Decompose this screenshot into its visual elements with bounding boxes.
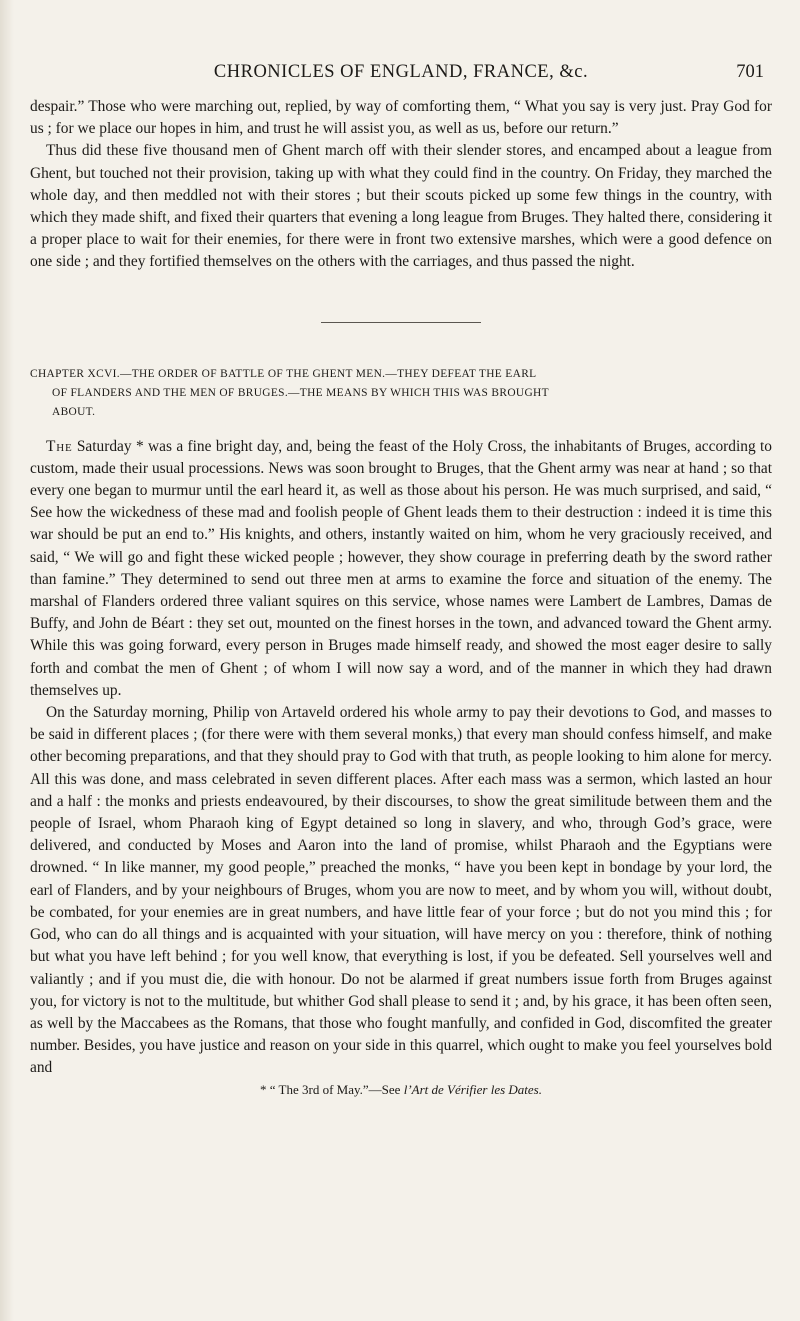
page-header xyxy=(30,40,772,82)
footnote-text: * “ The 3rd of May.”—See xyxy=(260,1081,404,1097)
paragraph-saturday xyxy=(30,436,772,702)
section-divider xyxy=(321,322,481,323)
page-number: 701 xyxy=(736,62,764,82)
opening-word: The xyxy=(46,437,73,455)
footnote-source: l’Art de Vérifier les Dates. xyxy=(403,1081,542,1097)
paragraph-march: Thus did these five thousand men of Ghent march off with their slender stores, and encamped about a league from Ghent, but touched not their provision, taking up with what they could find in the country. On Friday, they marched the whole day, and then meddled not with their stores ; but their scouts picked up some few things in the country, with which they made shift, and fixed their quarters that evening a long league from Bruges. They halted there, considering it a proper place to wait for their enemies, for there were in front two extensive marshes, which were a good defence on one side ; and they fortified themselves on the others with the carriages, and thus passed the night. xyxy=(30,142,772,271)
paragraph-saturday-text: Saturday * was a fine bright day, and, being the feast of the Holy Cross, the inhabitants of Bruges, according to custom, made their usual processions. News was soon brought to Bruges, that the Ghent army was near at hand ; so that every one began to murmur until the earl heard it, as well as those about his person. He was much surprised, and said, “ See how the wickedness of these mad and foolish people of Ghent leads them to their destruction : indeed it is time this war should be put an end to.” His knights, and others, instantly waited on him, whom he very graciously received, and said, “ We will go and fight these wicked people ; however, they show courage in preferring death by the sword rather than famine.” They determined to send out three men at arms to examine the force and situation of the enemy. The marshal of Flanders ordered three valiant squires on this service, whose names were Lambert de Lambres, Damas de Buffy, and John de Béart : they set out, mounted on the finest horses in the town, and advanced toward the Ghent army. While this was going forward, every person in Bruges made himself ready, and showed the most eager desire to sally forth and combat the men of Ghent ; of whom I will now say a word, and of the manner in which they had drawn themselves up. xyxy=(30,437,772,699)
running-head: CHRONICLES OF ENGLAND, FRANCE, &c. xyxy=(213,62,589,82)
chapter-heading-line-1: CHAPTER XCVI.—THE ORDER OF BATTLE OF THE GHENT MEN.—THEY DEFEAT THE EARL xyxy=(30,367,537,380)
chapter-heading xyxy=(30,365,772,422)
chapter-heading-line-3: ABOUT. xyxy=(52,405,96,418)
paragraph-continuation: despair.” Those who were marching out, replied, by way of comforting them, “ What you say is very just. Pray God for us ; for we place our hopes in him, and trust he will assist you, as well as us, before our return.” xyxy=(30,98,772,138)
paragraph-devotions: On the Saturday morning, Philip von Artaveld ordered his whole army to pay their devotions to God, and masses to be said in different places ; (for there were with them several monks,) that every man should confess himself, and make other becoming preparations, and that they should pray to God with that truth, as people looking to him alone for mercy. All this was done, and mass celebrated in seven different places. After each mass was a sermon, which lasted an hour and a half : the monks and priests endeavoured, by their discourses, to show the great similitude between them and the people of Israel, whom Pharaoh king of Egypt detained so long in slavery, and who, through God’s grace, were delivered, and conducted by Moses and Aaron into the land of promise, whilst Pharaoh and the Egyptians were drowned. “ In like manner, my good people,” preached the monks, “ have you been kept in bondage by your lord, the earl of Flanders, and by your neighbours of Bruges, whom you are now to meet, and by whom you will, without doubt, be combated, for your enemies are in great numbers, and have little fear of your force ; but do not you mind this ; for God, who can do all things and is acquainted with your situation, will have mercy on you : therefore, think of nothing but what you have left behind ; for you well know, that everything is lost, if you be defeated. Sell yourselves well and valiantly ; and if you must die, die with honour. Do not be alarmed if great numbers issue forth from Bruges against you, for victory is not to the multitude, but whither God shall please to send it ; and, by his grace, it has been often seen, as well by the Maccabees as the Romans, that those who fought manfully, and confided in God, discomfited the greater number. Besides, you have justice and reason on your side in this quarrel, which ought to make you feel yourselves bold and xyxy=(30,704,772,1077)
chapter-heading-line-2: OF FLANDERS AND THE MEN OF BRUGES.—THE MEANS BY WHICH THIS WAS BROUGHT xyxy=(52,386,549,399)
footnote xyxy=(30,1080,772,1100)
